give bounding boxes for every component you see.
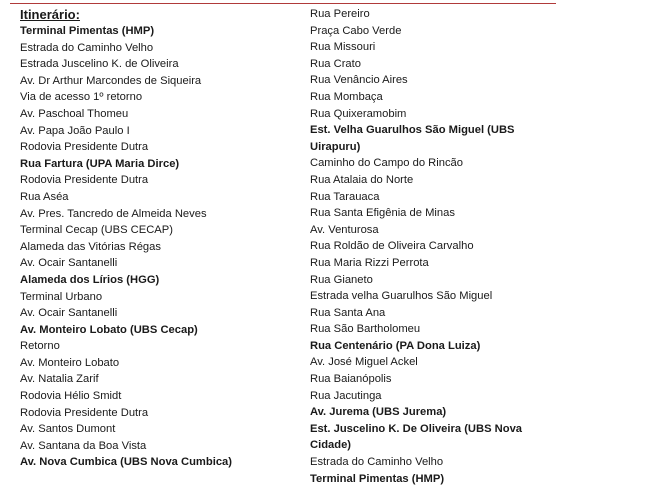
itinerary-stop: Rua Baianópolis (310, 373, 392, 386)
itinerary-stop: Terminal Cecap (UBS CECAP) (20, 224, 173, 237)
itinerary-stop: Estrada Juscelino K. de Oliveira (20, 58, 179, 71)
itinerary-stop: Rua Venâncio Aires (310, 74, 408, 87)
itinerary-stop: Av. Ocair Santanelli (20, 257, 118, 270)
itinerary-stop: Rua Gianeto (310, 273, 373, 286)
itinerary-stop: Rua São Bartholomeu (310, 323, 421, 336)
itinerary-stop: Rua Missouri (310, 41, 376, 54)
itinerary-stop: Av. Santos Dumont (20, 423, 116, 436)
itinerary-stop: Av. Papa João Paulo I (20, 124, 130, 137)
itinerary-stop: Rua Tarauaca (310, 190, 380, 203)
itinerary-stop: Est. Velha Guarulhos São Miguel (UBS Uirapuru) (310, 124, 515, 153)
itinerary-stop: Rodovia Presidente Dutra (20, 174, 149, 187)
itinerary-left-column (20, 6, 310, 471)
itinerary-stop: Rua Maria Rizzi Perrota (310, 256, 429, 269)
itinerary-stop: Av. Jurema (UBS Jurema) (310, 406, 447, 419)
itinerary-stop: Rua Atalaia do Norte (310, 173, 414, 186)
itinerary-stop: Estrada do Caminho Velho (20, 41, 154, 54)
itinerary-stop: Rua Fartura (UPA Maria Dirce) (20, 157, 180, 170)
itinerary-stop: Rodovia Presidente Dutra (20, 141, 149, 154)
itinerary-stop: Av. Santana da Boa Vista (20, 439, 147, 452)
itinerary-stop: Est. Juscelino K. De Oliveira (UBS Nova Cidade) (310, 422, 523, 452)
itinerary-heading: Itinerário: (20, 7, 80, 22)
itinerary-stop: Terminal Pimentas (HMP) (310, 472, 445, 485)
itinerary-stop: Av. Nova Cumbica (UBS Nova Cumbica) (20, 456, 232, 469)
itinerary-stop: Terminal Urbano (20, 290, 103, 303)
itinerary-right-column (310, 6, 560, 487)
itinerary-stop: Terminal Pimentas (HMP) (20, 25, 155, 37)
itinerary-stop: Rua Roldão de Oliveira Carvalho (310, 240, 474, 253)
itinerary-stop: Rua Crato (310, 57, 361, 70)
top-divider-line (10, 3, 556, 4)
itinerary-stop: Rua Santa Ana (310, 306, 386, 319)
itinerary-stop: Rua Pereiro (310, 8, 370, 20)
itinerary-stop: Av. Monteiro Lobato (UBS Cecap) (20, 323, 198, 336)
itinerary-stop: Retorno (20, 340, 60, 353)
itinerary-stop: Rua Centenário (PA Dona Luiza) (310, 339, 481, 352)
itinerary-stop: Rua Aséa (20, 190, 69, 203)
itinerary-stop: Estrada velha Guarulhos São Miguel (310, 290, 493, 303)
itinerary-stop: Av. Venturosa (310, 223, 379, 236)
itinerary-stop: Estrada do Caminho Velho (310, 456, 444, 469)
itinerary-stop: Av. Natalia Zarif (20, 373, 99, 386)
itinerary-stop: Praça Cabo Verde (310, 24, 402, 37)
itinerary-stop: Rodovia Presidente Dutra (20, 406, 149, 419)
itinerary-stop: Rodovia Hélio Smidt (20, 390, 122, 403)
itinerary-stop: Via de acesso 1º retorno (20, 91, 143, 104)
itinerary-stop: Rua Jacutinga (310, 389, 382, 402)
itinerary-stop: Av. José Miguel Ackel (310, 356, 418, 369)
itinerary-stop: Av. Paschoal Thomeu (20, 107, 129, 120)
itinerary-stop: Rua Santa Efigênia de Minas (310, 207, 455, 220)
itinerary-stop: Alameda das Vitórias Régas (20, 240, 161, 253)
itinerary-stop: Alameda dos Lírios (HGG) (20, 273, 160, 286)
itinerary-stop: Av. Ocair Santanelli (20, 307, 118, 320)
itinerary-stop: Av. Dr Arthur Marcondes de Siqueira (20, 74, 202, 87)
itinerary-stop: Av. Monteiro Lobato (20, 356, 120, 369)
itinerary-stop: Av. Pres. Tancredo de Almeida Neves (20, 207, 207, 220)
itinerary-stop: Rua Quixeramobim (310, 107, 407, 120)
itinerary-stop: Caminho do Campo do Rincão (310, 157, 463, 170)
itinerary-stop: Rua Mombaça (310, 90, 383, 103)
